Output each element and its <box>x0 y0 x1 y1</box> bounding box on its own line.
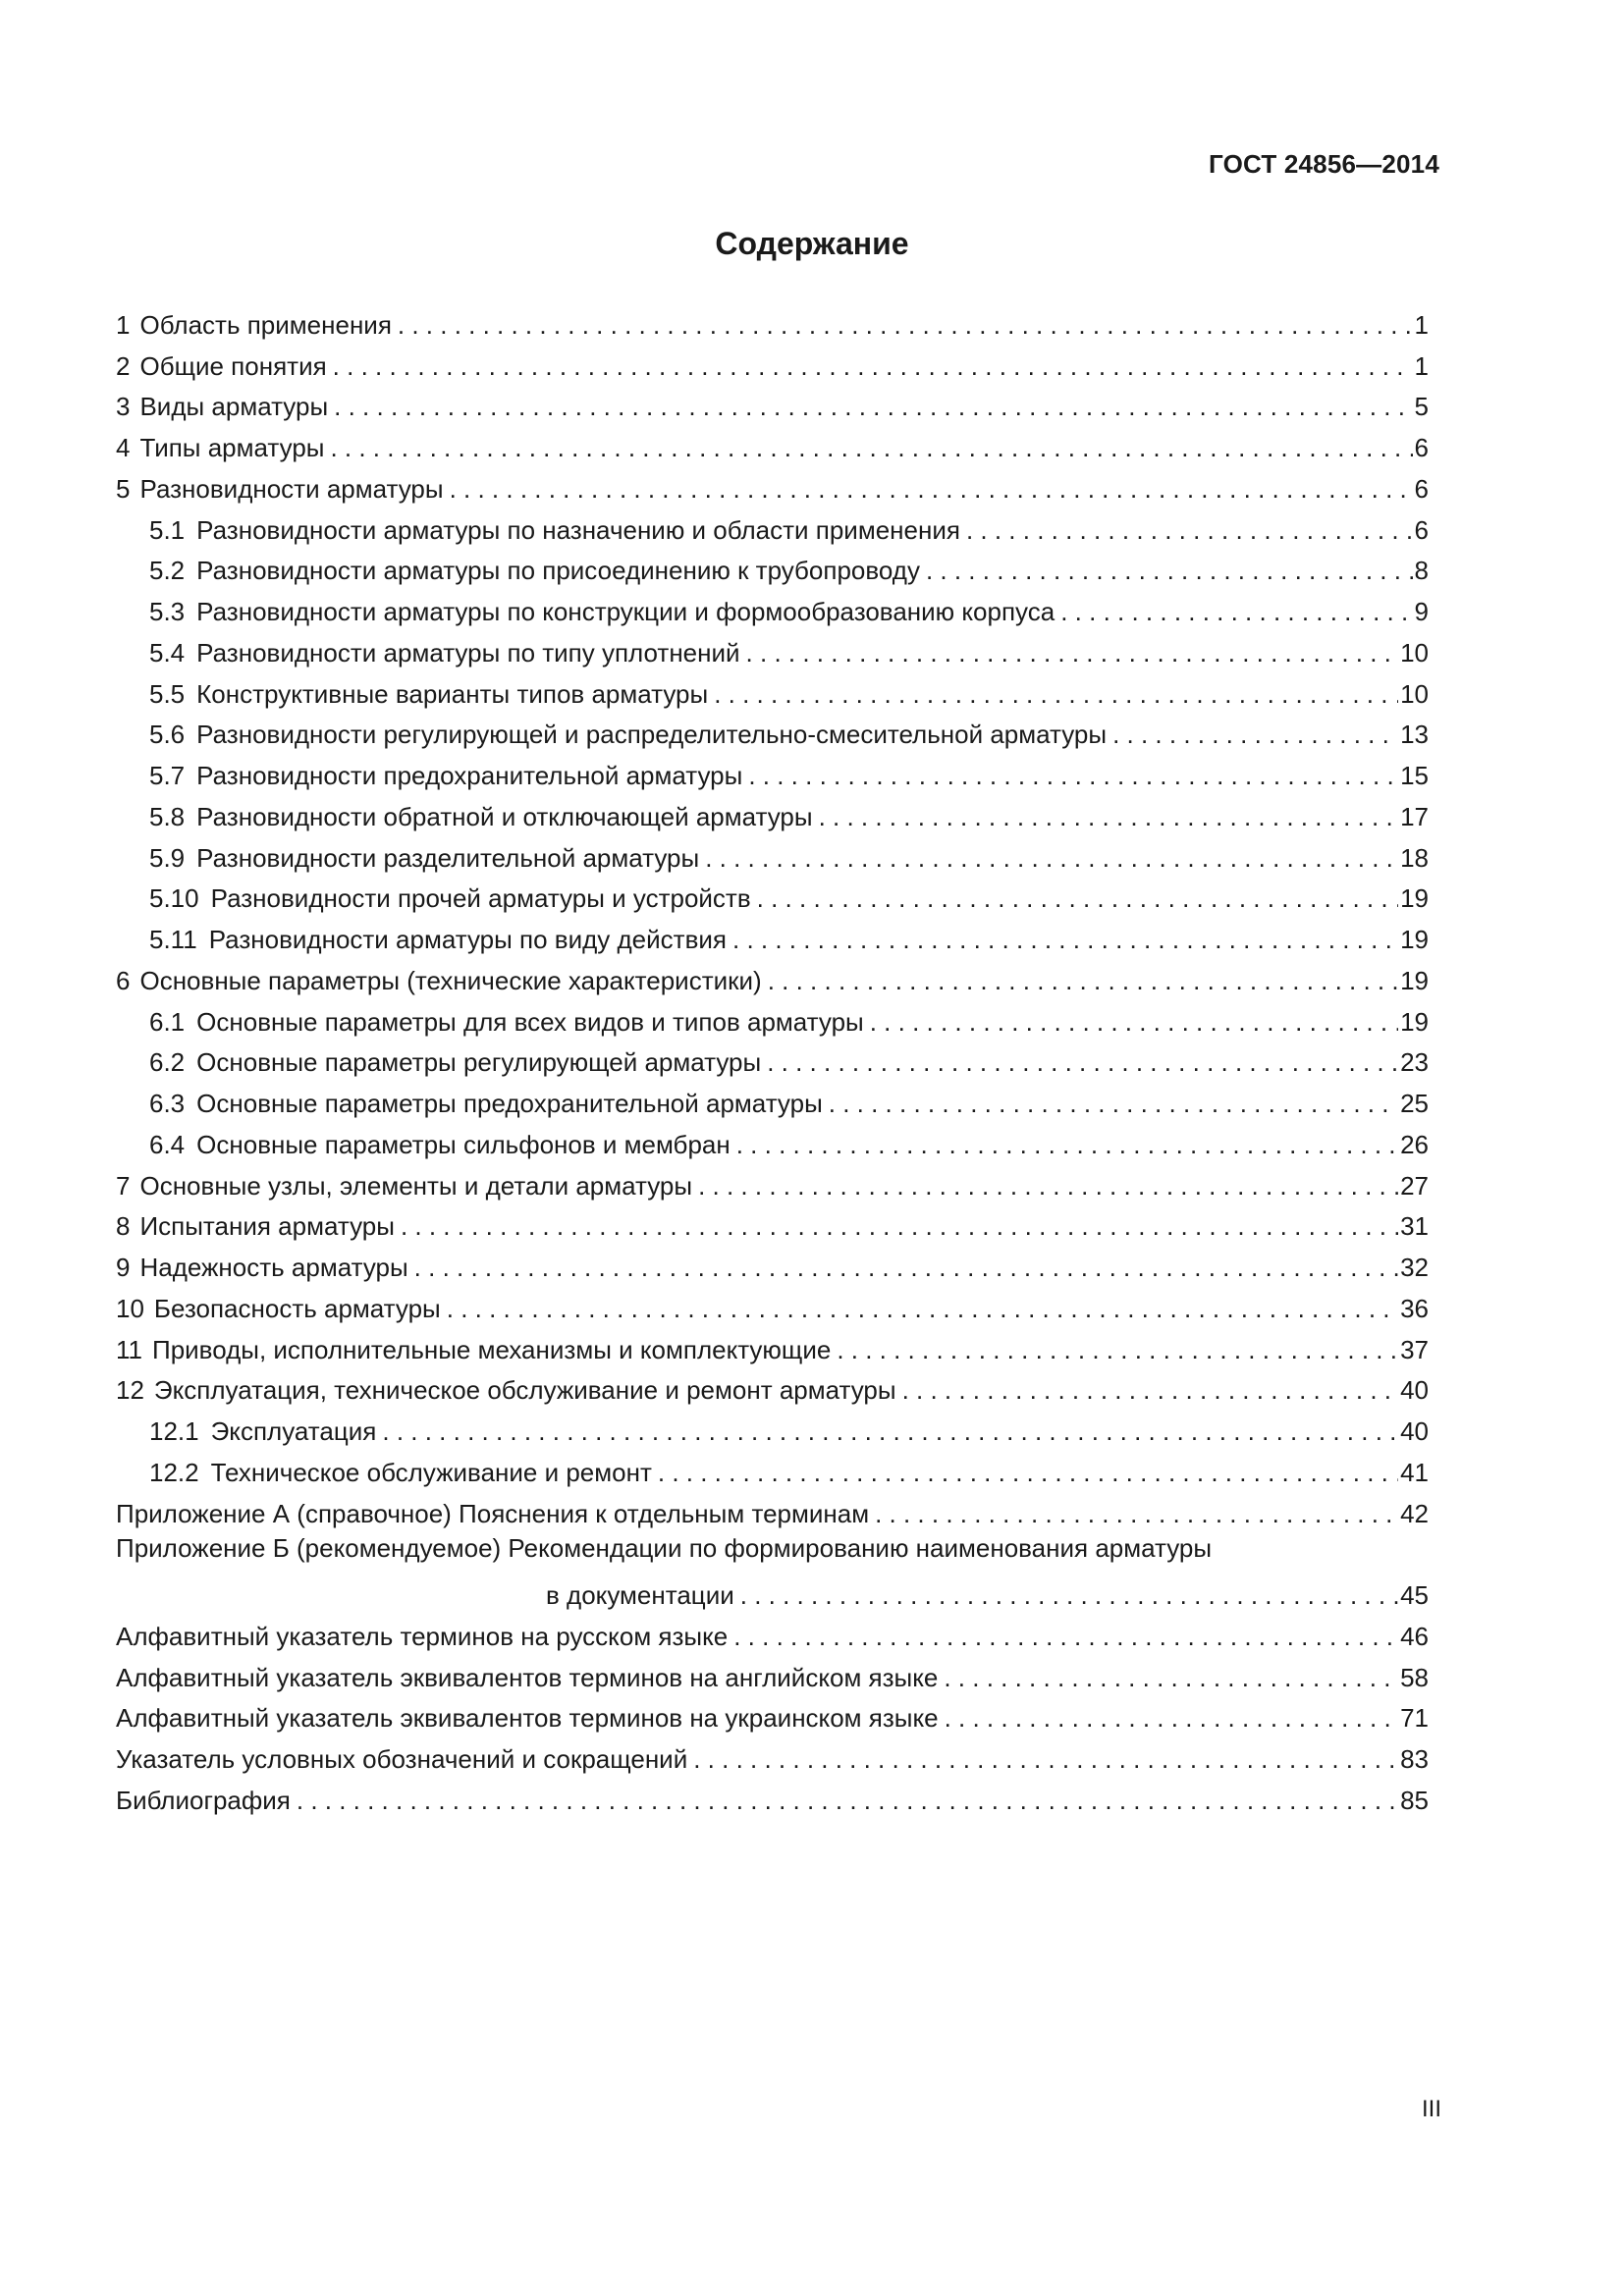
toc-entry[interactable] <box>116 1651 1429 1692</box>
toc-entry-number: 12 <box>116 1375 144 1406</box>
toc-entry-line <box>116 1569 1429 1610</box>
toc-entry-title-continuation: в документации <box>546 1580 734 1610</box>
toc-entry-number: 9 <box>116 1253 131 1282</box>
toc-entry-page: 40 <box>1400 1416 1429 1446</box>
dot-leader <box>1060 597 1412 626</box>
toc-entry-title: Приложение Б (рекомендуемое) Рекомендации по формированию наименования арматуры <box>116 1532 1213 1563</box>
toc-entry-number: 1 <box>116 309 131 340</box>
toc-entry-number: 5.7 <box>149 761 186 790</box>
toc-entry-page: 36 <box>1400 1293 1429 1323</box>
toc-entry[interactable] <box>116 1446 1429 1487</box>
toc-entry-number: 5.3 <box>149 597 186 626</box>
toc-entry-number: 5.9 <box>149 842 186 873</box>
toc-entry-page: 27 <box>1400 1170 1429 1201</box>
toc-entry[interactable] <box>116 626 1429 667</box>
toc-entry-line <box>116 1528 1429 1570</box>
toc-entry-number: 5.5 <box>149 678 186 709</box>
dot-leader <box>382 1416 1398 1446</box>
dot-leader <box>768 966 1398 995</box>
toc-entry-title: Разновидности предохранительной арматуры <box>196 761 743 790</box>
dot-leader <box>837 1335 1398 1364</box>
dot-leader <box>746 638 1399 667</box>
toc-entry-page: 58 <box>1400 1662 1429 1692</box>
dot-leader <box>297 1786 1398 1815</box>
toc-entry-number: 12.1 <box>149 1416 199 1446</box>
toc-entry-number: 7 <box>116 1170 131 1201</box>
toc-entry-number: 5.1 <box>149 514 186 545</box>
toc-entry-page: 18 <box>1400 842 1429 873</box>
toc-entry-page: 31 <box>1400 1211 1429 1242</box>
toc-entry-title: Общие понятия <box>139 350 327 381</box>
toc-entry-title: Безопасность арматуры <box>153 1293 441 1323</box>
toc-entry[interactable] <box>116 1692 1429 1734</box>
toc-entry[interactable] <box>116 1037 1429 1078</box>
toc-entry-page: 17 <box>1400 801 1429 831</box>
dot-leader <box>693 1744 1398 1774</box>
toc-entry-page: 37 <box>1400 1334 1429 1364</box>
dot-leader <box>705 843 1398 873</box>
dot-leader <box>447 1294 1398 1323</box>
toc-entry-number: 6.3 <box>149 1089 186 1118</box>
dot-leader <box>401 1211 1398 1241</box>
dot-leader <box>945 1703 1398 1733</box>
toc-entry-number: 5.4 <box>149 637 186 667</box>
toc-entry[interactable] <box>116 298 1429 340</box>
table-of-contents <box>116 298 1429 1815</box>
dot-leader <box>767 1047 1398 1077</box>
toc-entry[interactable] <box>116 1118 1429 1159</box>
toc-entry-number: 5.10 <box>149 883 199 914</box>
toc-entry[interactable] <box>116 1201 1429 1242</box>
toc-entry[interactable] <box>116 1323 1429 1364</box>
toc-entry[interactable] <box>116 1077 1429 1118</box>
dot-leader <box>658 1458 1398 1487</box>
dot-leader <box>740 1580 1398 1610</box>
dot-leader <box>1112 720 1398 749</box>
toc-entry[interactable] <box>116 421 1429 462</box>
page-number: III <box>1421 2096 1441 2122</box>
toc-entry-number: 8 <box>116 1211 131 1242</box>
toc-entry[interactable] <box>116 1364 1429 1406</box>
toc-entry-number: 6.2 <box>149 1047 186 1078</box>
toc-entry-title: Основные узлы, элементы и детали арматуры <box>139 1170 693 1201</box>
toc-entry[interactable] <box>116 1733 1429 1774</box>
toc-entry[interactable] <box>116 462 1429 504</box>
dot-leader <box>966 515 1413 545</box>
toc-entry-number: 2 <box>116 350 131 381</box>
dot-leader <box>330 433 1412 462</box>
toc-entry-title: Основные параметры предохранительной арматуры <box>196 1089 823 1118</box>
toc-entry-title: Основные параметры для всех видов и типов арматуры <box>196 1006 864 1037</box>
toc-entry-page: 19 <box>1400 1006 1429 1037</box>
toc-entry[interactable] <box>116 954 1429 995</box>
toc-entry-page: 40 <box>1400 1375 1429 1406</box>
toc-entry-title: Испытания арматуры <box>139 1211 395 1242</box>
toc-entry[interactable] <box>116 790 1429 831</box>
toc-entry[interactable] <box>116 667 1429 709</box>
toc-entry-title: Основные параметры (технические характеристики) <box>139 965 762 995</box>
toc-entry-page: 6 <box>1414 514 1429 545</box>
toc-entry-page: 15 <box>1400 761 1429 790</box>
toc-entry-number: 6 <box>116 965 131 995</box>
dot-leader <box>714 679 1398 709</box>
toc-entry-title: Конструктивные варианты типов арматуры <box>196 678 709 709</box>
toc-entry[interactable] <box>116 1528 1429 1611</box>
toc-entry-number: 6.4 <box>149 1129 186 1159</box>
toc-entry[interactable] <box>116 709 1429 750</box>
dot-leader <box>698 1171 1398 1201</box>
toc-entry-number: 5.2 <box>149 556 186 586</box>
dot-leader <box>829 1089 1398 1118</box>
dot-leader <box>819 802 1399 831</box>
toc-entry-page: 19 <box>1400 883 1429 914</box>
toc-entry-title: Разновидности разделительной арматуры <box>196 842 700 873</box>
toc-entry[interactable] <box>116 1774 1429 1815</box>
toc-entry-title: Надежность арматуры <box>139 1253 408 1282</box>
toc-entry[interactable] <box>116 504 1429 545</box>
toc-entry-page: 6 <box>1414 433 1429 462</box>
toc-entry[interactable] <box>116 913 1429 954</box>
toc-entry-page: 32 <box>1400 1253 1429 1282</box>
toc-entry-title: Разновидности арматуры по конструкции и формообразованию корпуса <box>196 597 1056 626</box>
toc-entry-title: Область применения <box>139 309 392 340</box>
toc-entry[interactable] <box>116 1405 1429 1446</box>
toc-entry[interactable] <box>116 1487 1429 1528</box>
toc-entry[interactable] <box>116 995 1429 1037</box>
toc-entry-title: Разновидности обратной и отключающей арматуры <box>196 801 813 831</box>
toc-entry-title: Приводы, исполнительные механизмы и комплектующие <box>152 1334 832 1364</box>
toc-entry-title: Виды арматуры <box>139 392 329 422</box>
toc-entry-page: 10 <box>1400 637 1429 667</box>
toc-entry-number: 6.1 <box>149 1006 186 1037</box>
toc-entry-title: Алфавитный указатель эквивалентов терминов на украинском языке <box>116 1703 939 1734</box>
dot-leader <box>398 310 1413 340</box>
toc-entry-number: 5.11 <box>149 925 197 954</box>
dot-leader <box>414 1253 1398 1282</box>
toc-entry[interactable] <box>116 585 1429 626</box>
toc-entry-title: Указатель условных обозначений и сокращений <box>116 1744 688 1774</box>
toc-entry-title: Алфавитный указатель терминов на русском языке <box>116 1621 729 1651</box>
dot-leader <box>732 925 1398 954</box>
dot-leader <box>748 761 1398 790</box>
toc-entry[interactable] <box>116 340 1429 381</box>
toc-entry-title: Приложение А (справочное) Пояснения к отдельным терминам <box>116 1498 870 1528</box>
toc-entry-title: Разновидности арматуры по присоединению к трубопроводу <box>196 556 920 586</box>
toc-entry-page: 25 <box>1400 1089 1429 1118</box>
toc-entry-page: 71 <box>1400 1703 1429 1734</box>
toc-entry[interactable] <box>116 873 1429 914</box>
toc-entry-page: 13 <box>1400 720 1429 750</box>
toc-entry-page: 5 <box>1414 392 1429 422</box>
toc-entry-title: Основные параметры регулирующей арматуры <box>196 1047 762 1078</box>
toc-entry-number: 5.8 <box>149 801 186 831</box>
toc-entry-number: 5 <box>116 473 131 504</box>
toc-entry-number: 10 <box>116 1293 144 1323</box>
toc-entry[interactable] <box>116 381 1429 422</box>
dot-leader <box>333 351 1413 381</box>
toc-entry-page: 85 <box>1400 1785 1429 1815</box>
toc-entry-number: 11 <box>116 1334 142 1364</box>
toc-entry-title: Алфавитный указатель эквивалентов терминов на английском языке <box>116 1662 939 1692</box>
toc-entry[interactable] <box>116 749 1429 790</box>
toc-entry-title: Разновидности регулирующей и распределительно-смесительной арматуры <box>196 720 1108 750</box>
toc-entry[interactable] <box>116 1241 1429 1282</box>
toc-entry-number: 3 <box>116 392 131 422</box>
dot-leader <box>870 1007 1398 1037</box>
toc-entry-page: 19 <box>1400 925 1429 954</box>
dot-leader <box>902 1375 1399 1405</box>
dot-leader <box>926 556 1413 585</box>
toc-entry-page: 10 <box>1400 678 1429 709</box>
toc-entry-page: 6 <box>1414 473 1429 504</box>
toc-entry-title: Разновидности арматуры по виду действия <box>208 925 727 954</box>
dot-leader <box>757 883 1398 913</box>
document-code: ГОСТ 24856—2014 <box>1209 149 1439 179</box>
toc-entry-page: 8 <box>1414 556 1429 586</box>
toc-entry-number: 12.2 <box>149 1457 199 1487</box>
toc-heading: Содержание <box>715 226 909 261</box>
toc-entry-title: Типы арматуры <box>139 433 325 462</box>
toc-entry[interactable] <box>116 831 1429 873</box>
toc-entry-title: Библиография <box>116 1785 291 1815</box>
toc-entry-page: 9 <box>1414 597 1429 626</box>
toc-entry-title: Эксплуатация <box>210 1416 377 1446</box>
toc-entry-page: 83 <box>1400 1744 1429 1774</box>
toc-entry-number: 5.6 <box>149 720 186 750</box>
toc-entry-page: 23 <box>1400 1047 1429 1078</box>
toc-entry[interactable] <box>116 545 1429 586</box>
toc-entry-page: 1 <box>1414 350 1429 381</box>
toc-entry-page: 46 <box>1400 1621 1429 1651</box>
toc-entry-page: 41 <box>1400 1457 1429 1487</box>
toc-entry-title: Основные параметры сильфонов и мембран <box>196 1129 731 1159</box>
toc-entry-number: 4 <box>116 433 131 462</box>
toc-entry[interactable] <box>116 1282 1429 1323</box>
toc-entry-title: Разновидности арматуры по назначению и области применения <box>196 514 960 545</box>
toc-entry-page: 26 <box>1400 1129 1429 1159</box>
toc-entry-title: Разновидности арматуры по типу уплотнений <box>196 637 740 667</box>
toc-entry-title: Разновидности арматуры <box>139 473 444 504</box>
toc-entry[interactable] <box>116 1610 1429 1651</box>
dot-leader <box>334 392 1412 421</box>
toc-entry-page: 1 <box>1414 309 1429 340</box>
dot-leader <box>450 474 1413 504</box>
dot-leader <box>736 1130 1398 1159</box>
toc-entry-title: Разновидности прочей арматуры и устройств <box>210 883 751 914</box>
toc-entry-page: 42 <box>1400 1498 1429 1528</box>
toc-entry-page: 19 <box>1400 965 1429 995</box>
dot-leader <box>944 1663 1398 1692</box>
toc-entry-title: Техническое обслуживание и ремонт <box>210 1457 652 1487</box>
toc-entry[interactable] <box>116 1159 1429 1201</box>
dot-leader <box>733 1622 1398 1651</box>
toc-entry-title: Эксплуатация, техническое обслуживание и ремонт арматуры <box>153 1375 896 1406</box>
toc-entry-page: 45 <box>1400 1580 1429 1610</box>
dot-leader <box>875 1499 1398 1528</box>
